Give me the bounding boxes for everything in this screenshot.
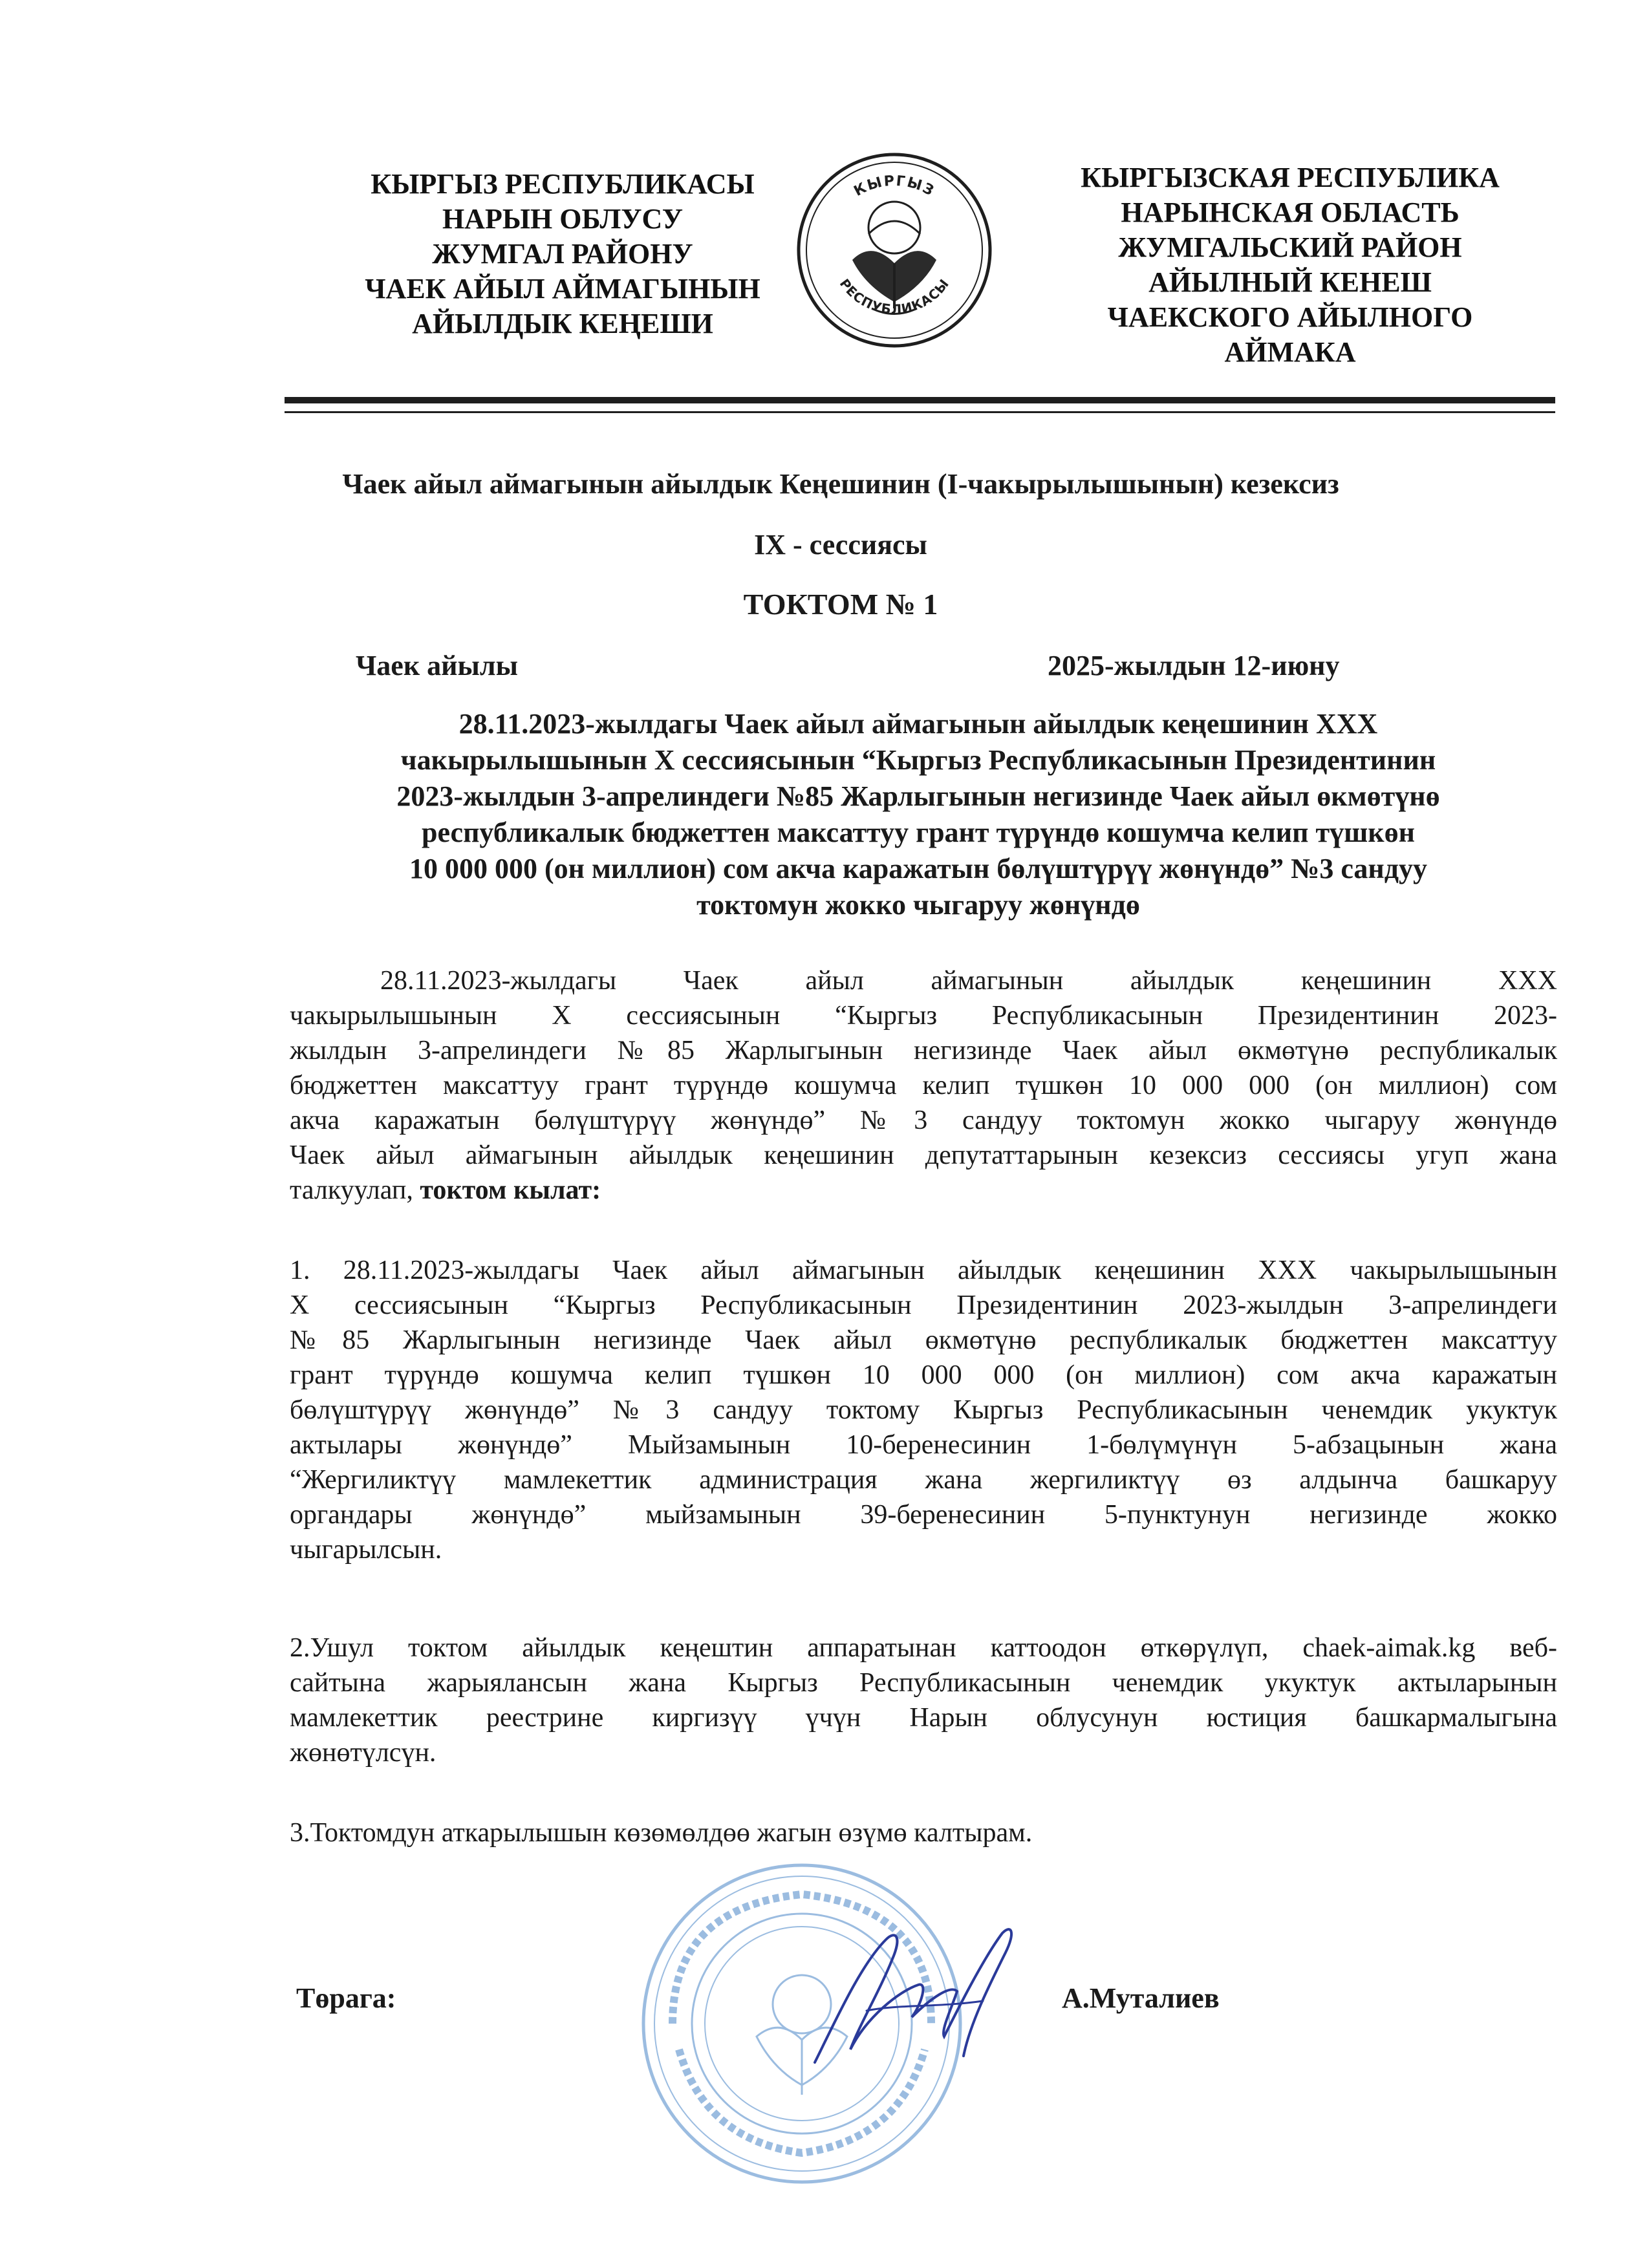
resolution-subject	[285, 706, 1552, 923]
header-left-line: ЧАЕК АЙЫЛ АЙМАГЫНЫН	[365, 273, 760, 305]
header-right-line: ЧАЕКСКОГО АЙЫЛНОГО	[1107, 301, 1473, 333]
subject-line: 2023-жылдын 3-апрелиндеги №85 Жарлыгынын негизинде Чаек айыл өкмөтүнө	[396, 780, 1440, 812]
point-3-paragraph	[290, 1815, 1557, 1850]
signatory-title: Төрага:	[296, 1982, 396, 2014]
subject-line: 28.11.2023-жылдагы Чаек айыл аймагынын айылдык кеңешинин ХХХ	[458, 708, 1378, 740]
subject-line: токтомун жокко чыгаруу жөнүндө	[696, 889, 1140, 921]
paragraph-line: мамлекеттик реестрине киргизүү үчүн Нарын облусунун юстиция башкармалыгына	[290, 1703, 1557, 1733]
paragraph-line: 28.11.2023-жылдагы Чаек айыл аймагынын айылдык кеңешинин ХХХ	[380, 966, 1557, 996]
header-right-line: АЙМАКА	[1224, 336, 1356, 368]
paragraph-line: органдары жөнүндө” мыйзамынын 39-беренесинин 5-пунктунун негизинде жокко	[290, 1500, 1557, 1530]
header-left-line: КЫРГЫЗ РЕСПУБЛИКАСЫ	[371, 168, 755, 200]
document-date: 2025-жылдын 12-июну	[1048, 650, 1340, 681]
header-right-line: ЖУМГАЛЬСКИЙ РАЙОН	[1118, 231, 1462, 263]
paragraph-line: чакырылышынын Х сессиясынын “Кыргыз Республикасынын Президентинин 2023-	[290, 1001, 1557, 1031]
signature-icon	[789, 1914, 1061, 2082]
signatory-name: А.Муталиев	[1062, 1982, 1220, 2014]
resolution-number: ТОКТОМ № 1	[743, 588, 938, 621]
session-number: IX - сессиясы	[754, 529, 927, 561]
subject-line: чакырылышынын Х сессиясынын “Кыргыз Республикасынын Президентинин	[400, 744, 1436, 776]
document-place: Чаек айылы	[356, 650, 518, 681]
header-divider-thin	[285, 411, 1555, 413]
paragraph-line: 3.Токтомдун аткарылышын көзөмөлдөө жагын өзүмө калтырам.	[290, 1818, 1033, 1848]
header-left-line: ЖУМГАЛ РАЙОНУ	[432, 238, 693, 270]
paragraph-line: бюджеттен максаттуу грант түрүндө кошумча келип түшкөн 10 000 000 (он миллион) сом	[290, 1071, 1557, 1100]
paragraph-text: талкуулап,	[290, 1175, 420, 1205]
emblem-text-top: КЫРГЫЗ	[851, 173, 938, 200]
paragraph-last-line	[290, 1173, 1557, 1208]
paragraph-line: жылдын 3-апрелиндеги №85 Жарлыгынын негизинде Чаек айыл өкмөтүнө республикалык	[290, 1036, 1557, 1065]
point-2-paragraph	[290, 1631, 1557, 1770]
header-right-line: КЫРГЫЗСКАЯ РЕСПУБЛИКА	[1081, 162, 1500, 193]
preamble-paragraph	[290, 963, 1557, 1208]
paragraph-line: Чаек айыл аймагынын айылдык кеңешинин депутаттарынын кезексиз сессиясы угуп жана	[290, 1140, 1557, 1170]
header-divider-thick	[285, 397, 1555, 403]
svg-text:КЫРГЫЗ	[852, 173, 938, 200]
paragraph-line: акча каражатын бөлүштүрүү жөнүндө” №3 сандуу токтомун жокко чыгаруу жөнүндө	[290, 1106, 1557, 1135]
emblem-text-bottom: РЕСПУБЛИКАСЫ	[836, 275, 953, 317]
header-right-line: АЙЫЛНЫЙ КЕНЕШ	[1148, 266, 1432, 298]
paragraph-line: “Жергиликтүү мамлекеттик администрация жана жергиликтүү өз алдынча башкаруу	[290, 1465, 1557, 1495]
header-right-line: НАРЫНСКАЯ ОБЛАСТЬ	[1121, 197, 1460, 228]
paragraph-line: бөлүштүрүү жөнүндө” №3 сандуу токтому Кыргыз Республикасынын ченемдик укуктук	[290, 1395, 1557, 1425]
council-session-title: Чаек айыл аймагынын айылдык Кеңешинин (I-чакырылышынын) кезексиз	[342, 468, 1339, 500]
paragraph-line: чыгарылсын.	[290, 1535, 442, 1565]
paragraph-line: сайтына жарыялансын жана Кыргыз Республикасынын ченемдик укуктук актыларынын	[290, 1668, 1557, 1698]
paragraph-line: Х сессиясынын “Кыргыз Республикасынын Президентинин 2023-жылдын 3-апрелиндеги	[290, 1290, 1557, 1320]
paragraph-line: жөнөтүлсүн.	[290, 1738, 436, 1768]
point-1-paragraph	[290, 1253, 1557, 1567]
paragraph-line: 1. 28.11.2023-жылдагы Чаек айыл аймагынын айылдык кеңешинин ХХХ чакырылышынын	[290, 1256, 1557, 1285]
subject-line: 10 000 000 (он миллион) сом акча каражатын бөлүштүрүү жөнүндө” №3 сандуу	[409, 853, 1428, 884]
paragraph-line: актылары жөнүндө” Мыйзамынын 10-беренесинин 1-бөлүмүнүн 5-абзацынын жана	[290, 1430, 1557, 1460]
resolution-declaration: токтом кылат:	[420, 1175, 601, 1205]
paragraph-line: №85 Жарлыгынын негизинде Чаек айыл өкмөтүнө республикалык бюджеттен максаттуу	[290, 1325, 1557, 1355]
paragraph-line: грант түрүндө кошумча келип түшкөн 10 000 000 (он миллион) сом акча каражатын	[290, 1360, 1557, 1390]
state-emblem-icon	[794, 150, 995, 350]
header-right-block	[1015, 160, 1565, 370]
subject-line: республикалык бюджеттен максаттуу грант түрүндө кошумча келип түшкөн	[422, 817, 1415, 848]
header-left-line: АЙЫЛДЫК КЕҢЕШИ	[412, 308, 713, 339]
paragraph-line: 2.Ушул токтом айылдык кеңештин аппаратынан каттоодон өткөрүлүп, chaek-aimak.kg веб-	[290, 1633, 1557, 1663]
header-left-line: НАРЫН ОБЛУСУ	[442, 203, 684, 235]
header-left-block	[285, 167, 841, 341]
